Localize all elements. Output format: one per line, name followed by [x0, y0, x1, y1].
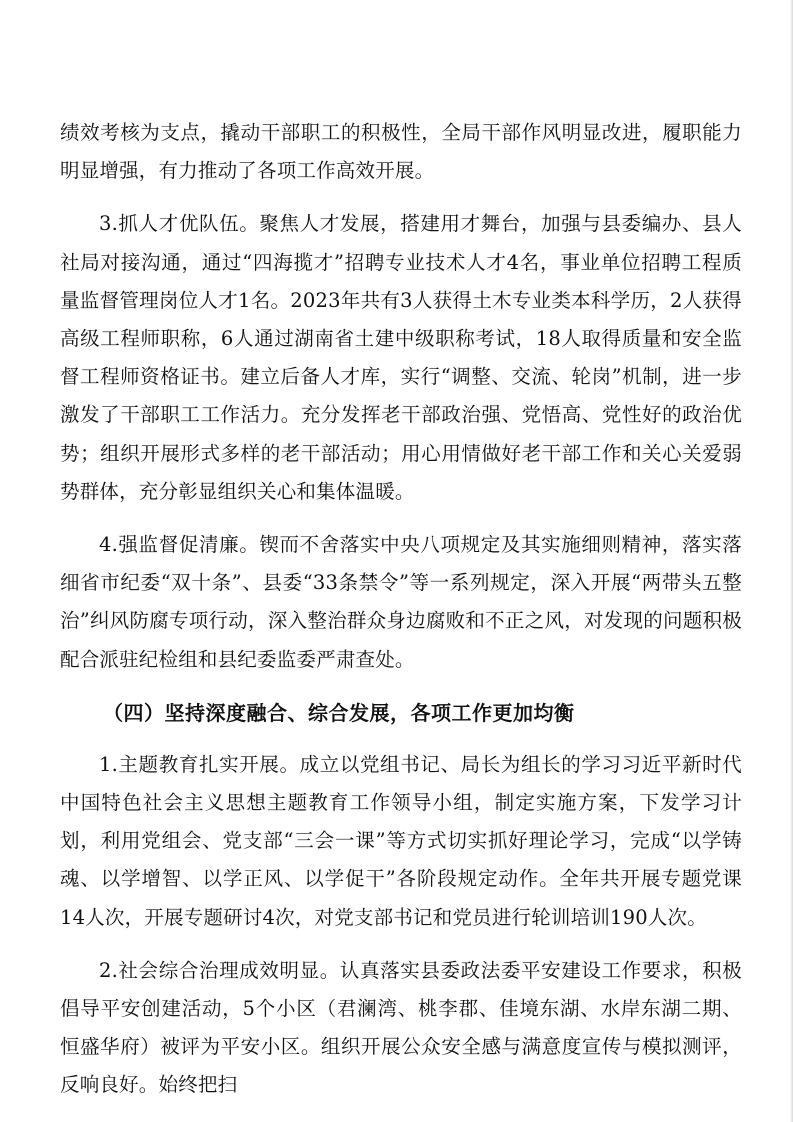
paragraph-theme-education: 1.主题教育扎实开展。成立以党组书记、局长为组长的学习习近平新时代中国特色社会主义思想主题教育工作领导小组，制定实施方案，下发学习计划，利用党组会、党支部“三会一课”等方式切实抓好理论学习，完成“以学铸魂、以学增智、以学正风、以学促干”各阶段规定动作。全年共开展专题党课14人次，开展专题研讨4次，对党支部书记和党员进行轮训培训190人次。: [60, 752, 742, 929]
paragraph-continuation: 绩效考核为支点，撬动干部职工的积极性，全局干部作风明显改进，履职能力明显增强，有力推动了各项工作高效开展。: [60, 121, 742, 183]
section-heading-four: （四）坚持深度融合、综合发展，各项工作更加均衡: [103, 700, 575, 725]
paragraph-supervision: 4.强监督促清廉。锲而不舍落实中央八项规定及其实施细则精神，落实落细省市纪委“双十条”、县委“33条禁令”等一系列规定，深入开展“两带头五整治”纠风防腐专项行动，深入整治群众身边腐败和不正之风，对发现的问题积极配合派驻纪检组和县纪委监委严肃查处。: [60, 533, 742, 671]
paragraph-talent-team: 3.抓人才优队伍。聚焦人才发展，搭建用才舞台，加强与县委编办、县人社局对接沟通，通过“四海揽才”招聘专业技术人才4名，事业单位招聘工程质量监督管理岗位人才1名。2023年共有3人获得土木专业类本科学历，2人获得高级工程师职称，6人通过湖南省土建中级职称考试，18人取得质量和安全监督工程师资格证书。建立后备人才库，实行“调整、交流、轮岗”机制，进一步激发了干部职工工作活力。充分发挥老干部政治强、党悟高、党性好的政治优势；组织开展形式多样的老干部活动；用心用情做好老干部工作和关心关爱弱势群体，充分彰显组织关心和集体温暖。: [60, 212, 742, 503]
paragraph-social-governance: 2.社会综合治理成效明显。认真落实县委政法委平安建设工作要求，积极倡导平安创建活动，5个小区（君澜湾、桃李郡、佳境东湖、水岸东湖二期、恒盛华府）被评为平安小区。组织开展公众安全感与满意度宣传与模拟测评，反响良好。始终把扫: [60, 958, 742, 1097]
document-body: [60, 114, 742, 1120]
